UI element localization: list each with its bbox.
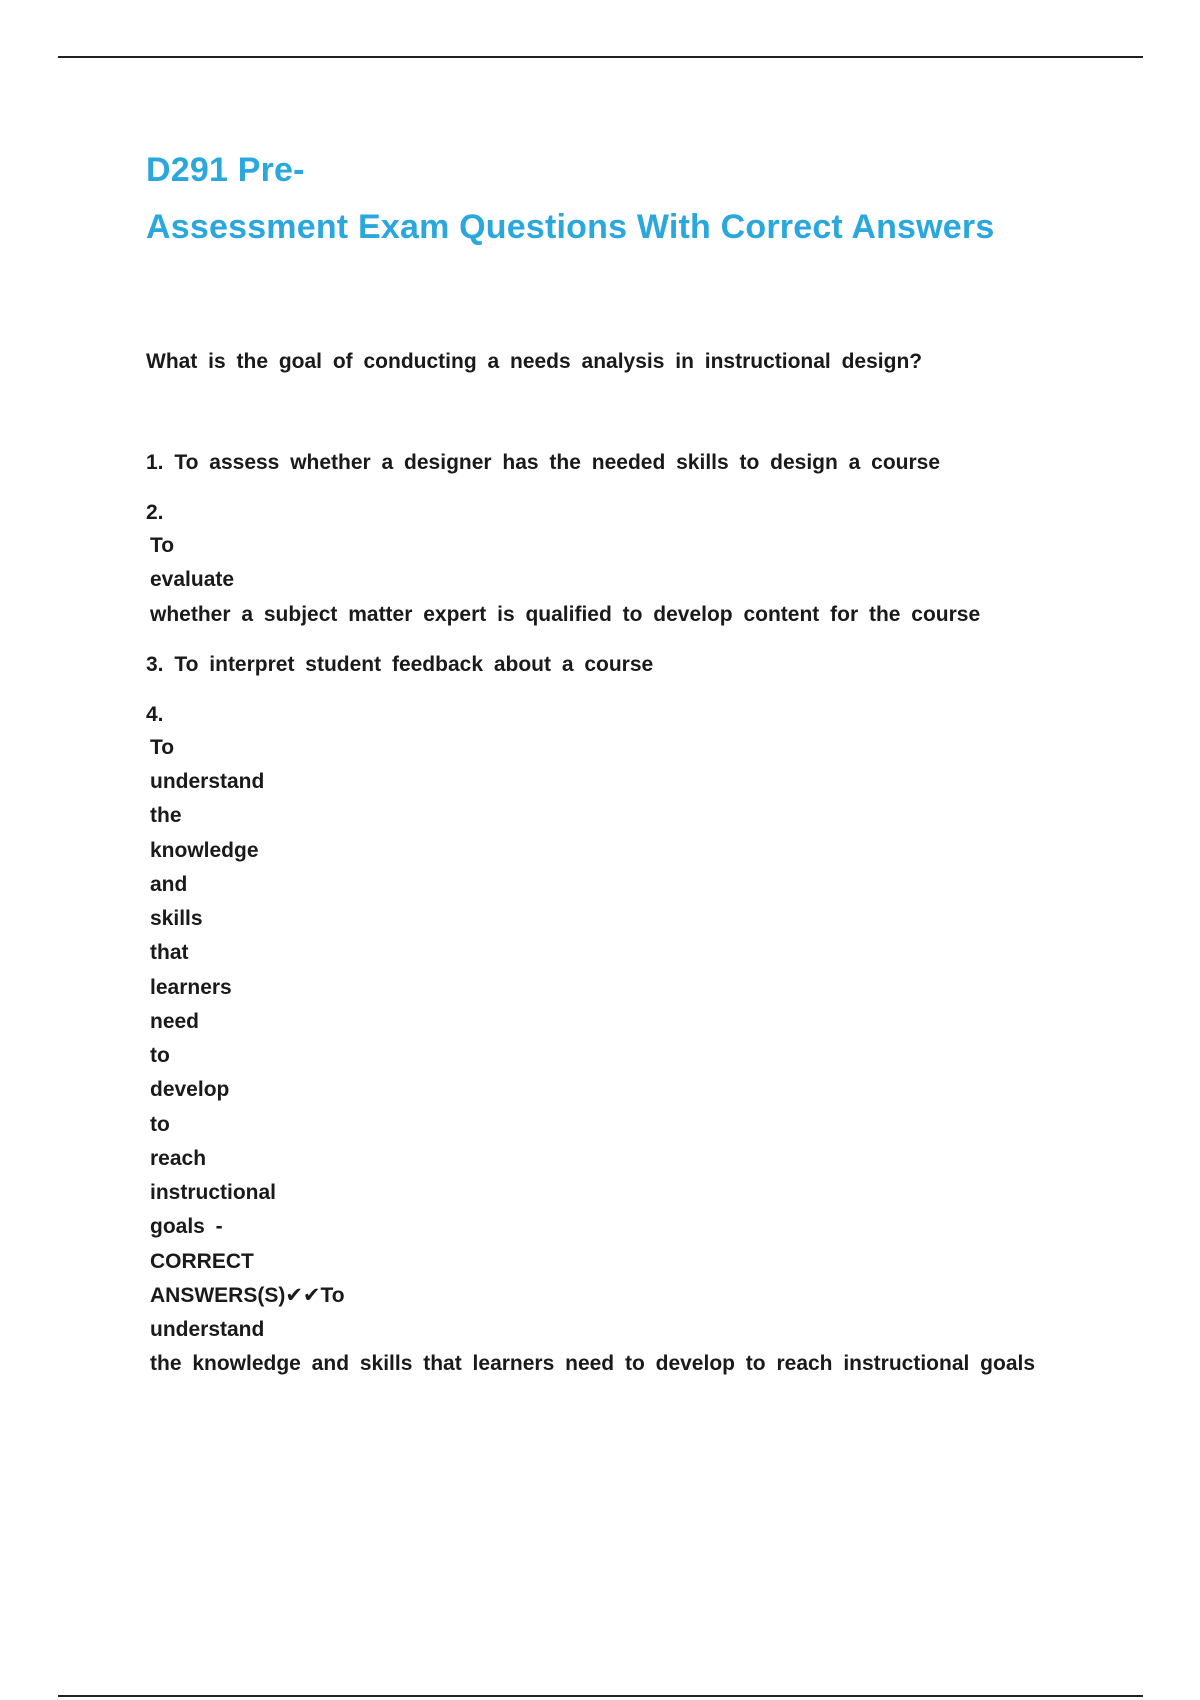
bottom-rule: [58, 1695, 1143, 1697]
option-4-line: to: [150, 1113, 170, 1136]
document-title-line1: D291 Pre-: [146, 151, 305, 189]
top-rule: [58, 56, 1143, 58]
option-4-line: reach: [150, 1147, 207, 1170]
option-1: 1. To assess whether a designer has the needed skills to design a course: [146, 451, 941, 474]
option-4-line: learners: [150, 976, 232, 999]
option-4-line: knowledge: [150, 839, 259, 862]
option-4-correct-answer-line: ANSWERS(S)✔✔To: [150, 1284, 345, 1307]
option-2-number: 2.: [146, 501, 164, 524]
option-4-line: to: [150, 1044, 170, 1067]
question-text: What is the goal of conducting a needs analysis in instructional design?: [146, 350, 923, 373]
option-2-line: To: [150, 534, 175, 557]
option-4-line: goals -: [150, 1215, 223, 1238]
option-4-line: and: [150, 873, 188, 896]
option-2-line: evaluate: [150, 568, 235, 591]
option-4-line: CORRECT: [150, 1250, 254, 1273]
option-4-line: instructional: [150, 1181, 277, 1204]
option-4-line: develop: [150, 1078, 230, 1101]
option-4-line: To: [150, 736, 175, 759]
option-4-line: need: [150, 1010, 200, 1033]
option-3: 3. To interpret student feedback about a course: [146, 653, 654, 676]
option-4-line: the: [150, 804, 182, 827]
option-4-line: skills: [150, 907, 203, 930]
option-4-line: the knowledge and skills that learners need to develop to reach instructional goals: [150, 1352, 1036, 1375]
option-4-line: that: [150, 941, 189, 964]
option-4-line: understand: [150, 770, 265, 793]
option-4-line: understand: [150, 1318, 265, 1341]
option-2-line: whether a subject matter expert is qualified to develop content for the course: [150, 603, 981, 626]
document-title-line2: Assessment Exam Questions With Correct Answers: [146, 208, 995, 246]
option-4-number: 4.: [146, 703, 164, 726]
